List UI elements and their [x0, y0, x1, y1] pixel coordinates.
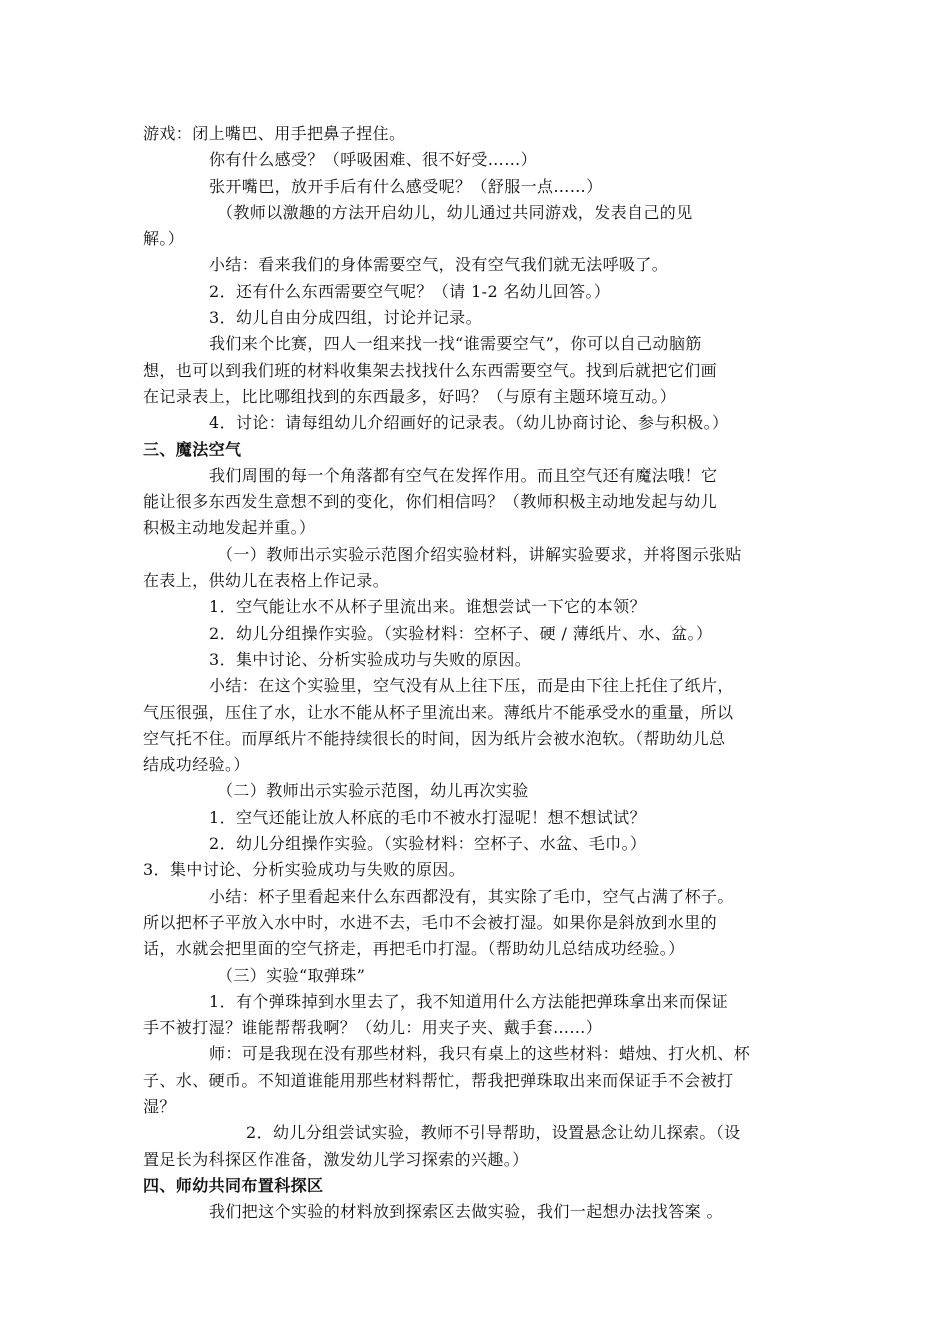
text-line: （教师以激趣的方法开启幼儿，幼儿通过共同游戏，发表自己的见: [217, 202, 693, 222]
text-line: 想，也可以到我们班的材料收集架去找找什么东西需要空气。找到后就把它们画: [143, 360, 718, 380]
text-line: 3．集中讨论、分析实验成功与失败的原因。: [209, 649, 532, 669]
text-line: 2．还有什么东西需要空气呢？（请 1-2 名幼儿回答。）: [209, 281, 611, 301]
section-heading: 四、师幼共同布置科探区: [143, 1175, 324, 1195]
text-line: 你有什么感受？（呼吸困难、很不好受……）: [209, 150, 538, 170]
text-line: 我们把这个实验的材料放到探索区去做实验，我们一起想办法找答案 。: [209, 1202, 723, 1222]
text-line: 我们来个比赛，四人一组来找一找“谁需要空气”，你可以自己动脑筋: [209, 334, 702, 354]
text-line: 置足长为科探区作准备，激发幼儿学习探索的兴趣。）: [143, 1149, 529, 1169]
text-line: 小结：杯子里看起来什么东西都没有，其实除了毛巾，空气占满了杯子。: [209, 886, 734, 906]
text-line: 小结：在这个实验里，空气没有从上往下压，而是由下往上托住了纸片，: [209, 676, 734, 696]
section-heading: 三、魔法空气: [143, 439, 242, 459]
text-line: 小结：看来我们的身体需要空气，没有空气我们就无法呼吸了。: [209, 255, 669, 275]
text-line: 3．幼儿自由分成四组，讨论并记录。: [209, 308, 482, 328]
text-line: （二）教师出示实验示范图，幼儿再次实验: [217, 781, 529, 801]
text-line: 手不被打湿？谁能帮帮我啊？（幼儿：用夹子夹、戴手套……）: [143, 1018, 603, 1038]
text-line: 师：可是我现在没有那些材料，我只有桌上的这些材料：蜡烛、打火机、杯: [209, 1044, 751, 1064]
text-line: 在表上，供幼儿在表格上作记录。: [143, 571, 390, 591]
text-line: 结成功经验。）: [143, 755, 250, 775]
text-line: 1．空气还能让放人杯底的毛巾不被水打湿呢！想不想试试？: [209, 807, 646, 827]
text-line: （三）实验“取弹珠”: [217, 965, 366, 985]
text-line: 张开嘴巴，放开手后有什么感受呢？（舒服一点……）: [209, 176, 603, 196]
text-line: 在记录表上，比比哪组找到的东西最多，好吗？（与原有主题环境互动。）: [143, 386, 677, 406]
text-line: 空气托不住。而厚纸片不能持续很长的时间，因为纸片会被水泡软。（帮助幼儿总: [143, 728, 726, 748]
text-line: 4．讨论：请每组幼儿介绍画好的记录表。（幼儿协商讨论、参与积极。）: [209, 413, 729, 433]
text-line: 我们周围的每一个角落都有空气在发挥作用。而且空气还有魔法哦！它: [209, 465, 718, 485]
text-line: 游戏：闭上嘴巴、用手把鼻子捏住。: [143, 124, 406, 143]
text-line: 1．有个弹珠掉到水里去了，我不知道用什么方法能把弹珠拿出来而保证: [209, 991, 728, 1011]
text-line: 所以把杯子平放入水中时，水进不去，毛巾不会被打湿。如果你是斜放到水里的: [143, 912, 718, 932]
text-line: 2．幼儿分组操作实验。（实验材料：空杯子、水盆、毛巾。）: [209, 834, 647, 854]
text-line: 能让很多东西发生意想不到的变化，你们相信吗？（教师积极主动地发起与幼儿: [143, 492, 718, 512]
text-line: 气压很强，压住了水，让水不能从杯子里流出来。薄纸片不能承受水的重量，所以: [143, 702, 734, 722]
text-line: 解。）: [143, 229, 185, 249]
text-line: （一）教师出示实验示范图介绍实验材料，讲解实验要求，并将图示张贴: [217, 544, 742, 564]
text-line: 话，水就会把里面的空气挤走，再把毛巾打湿。（帮助幼儿总结成功经验。）: [143, 939, 685, 959]
text-line: 2．幼儿分组操作实验。（实验材料：空杯子、硬 / 薄纸片、水、盆。）: [209, 623, 713, 643]
text-line: 1．空气能让水不从杯子里流出来。谁想尝试一下它的本领？: [209, 597, 646, 617]
text-line: 3．集中讨论、分析实验成功与失败的原因。: [143, 860, 466, 880]
document-body: [143, 121, 813, 1225]
text-line: 子、水、硬币。不知道谁能用那些材料帮忙，帮我把弹珠取出来而保证手不会被打: [143, 1070, 734, 1090]
text-line: 2．幼儿分组尝试实验，教师不引导帮助，设置悬念让幼儿探索。（设: [246, 1123, 741, 1143]
text-line: 湿？: [143, 1096, 176, 1116]
text-line: 积极主动地发起并重。）: [143, 518, 316, 538]
